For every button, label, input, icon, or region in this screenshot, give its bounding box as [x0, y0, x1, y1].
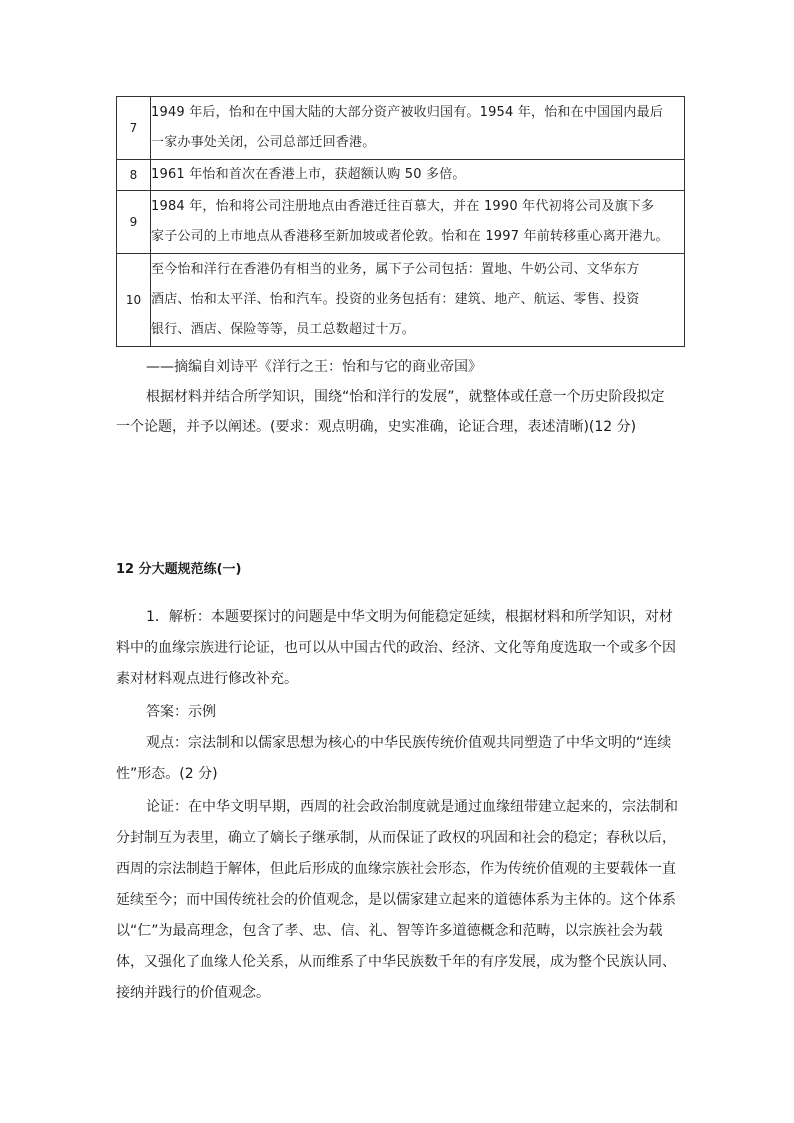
argument-line: 体，又强化了血缘人伦关系，从而维系了中华民族数千年的有序发展，成为整个民族认同、 — [116, 954, 676, 970]
row-line: 1984 年，怡和将公司注册地点由香港迁往百慕大，并在 1990 年代初将公司及旗下多 — [151, 199, 655, 214]
row-line: 1961 年怡和首次在香港上市，获超额认购 50 多倍。 — [151, 167, 466, 182]
row-number: 7 — [117, 97, 151, 160]
row-text — [151, 97, 685, 160]
row-text — [151, 254, 685, 347]
row-number: 10 — [117, 254, 151, 347]
table-row — [117, 254, 685, 347]
argument-line: 延续至今；而中国传统社会的价值观念，是以儒家建立起来的道德体系为主体的。这个体系 — [116, 892, 676, 908]
row-text — [151, 191, 685, 254]
viewpoint-line: 性”形态。(2 分) — [116, 766, 218, 782]
table-row — [117, 97, 685, 160]
row-line: 1949 年后，怡和在中国大陆的大部分资产被收归国有。1954 年，怡和在中国国内最后 — [151, 105, 664, 120]
analysis-line: 料中的血缘宗族进行论证，也可以从中国古代的政治、经济、文化等角度选取一个或多个因 — [116, 640, 676, 656]
row-line: 至今怡和洋行在香港仍有相当的业务，属下子公司包括：置地、牛奶公司、文华东方 — [151, 262, 640, 277]
row-number: 9 — [117, 191, 151, 254]
question-line: 根据材料并结合所学知识，围绕“怡和洋行的发展”，就整体或任意一个历史阶段拟定 — [146, 389, 665, 405]
analysis-line: 1．解析：本题要探讨的问题是中华文明为何能稳定延续，根据材料和所学知识，对材 — [146, 609, 673, 625]
argument-line: 接纳并践行的价值观念。 — [116, 985, 270, 1001]
row-number: 8 — [117, 160, 151, 191]
row-line: 一家办事处关闭，公司总部迁回香港。 — [151, 135, 376, 150]
answer-label: 答案：示例 — [146, 704, 216, 720]
argument-line: 论证：在中华文明早期，西周的社会政治制度就是通过血缘纽带建立起来的，宗法制和 — [146, 799, 678, 815]
table-row — [117, 191, 685, 254]
argument-line: 分封制互为表里，确立了嫡长子继承制，从而保证了政权的巩固和社会的稳定；春秋以后， — [116, 830, 676, 846]
viewpoint-line: 观点：宗法制和以儒家思想为核心的中华民族传统价值观共同塑造了中华文明的“连续 — [146, 735, 672, 751]
source-citation: ——摘编自刘诗平《洋行之王：怡和与它的商业帝国》 — [146, 359, 482, 375]
section-title: 12 分大题规范练(一) — [116, 562, 242, 577]
question-line: 一个论题，并予以阐述。(要求：观点明确，史实准确，论证合理，表述清晰)(12 分) — [116, 419, 637, 435]
row-line: 银行、酒店、保险等等，员工总数超过十万。 — [151, 322, 416, 337]
row-line: 家子公司的上市地点从香港移至新加坡或者伦敦。怡和在 1997 年前转移重心离开港九。 — [151, 229, 669, 244]
history-events-table — [116, 96, 685, 347]
argument-line: 西周的宗法制趋于解体，但此后形成的血缘宗族社会形态，作为传统价值观的主要载体一直 — [116, 861, 676, 877]
table-row — [117, 160, 685, 191]
row-text — [151, 160, 685, 191]
row-line: 酒店、怡和太平洋、怡和汽车。投资的业务包括有：建筑、地产、航运、零售、投资 — [151, 292, 640, 307]
analysis-line: 素对材料观点进行修改补充。 — [116, 671, 298, 687]
argument-line: 以“仁”为最高理念，包含了孝、忠、信、礼、智等许多道德概念和范畴，以宗族社会为载 — [116, 923, 663, 939]
